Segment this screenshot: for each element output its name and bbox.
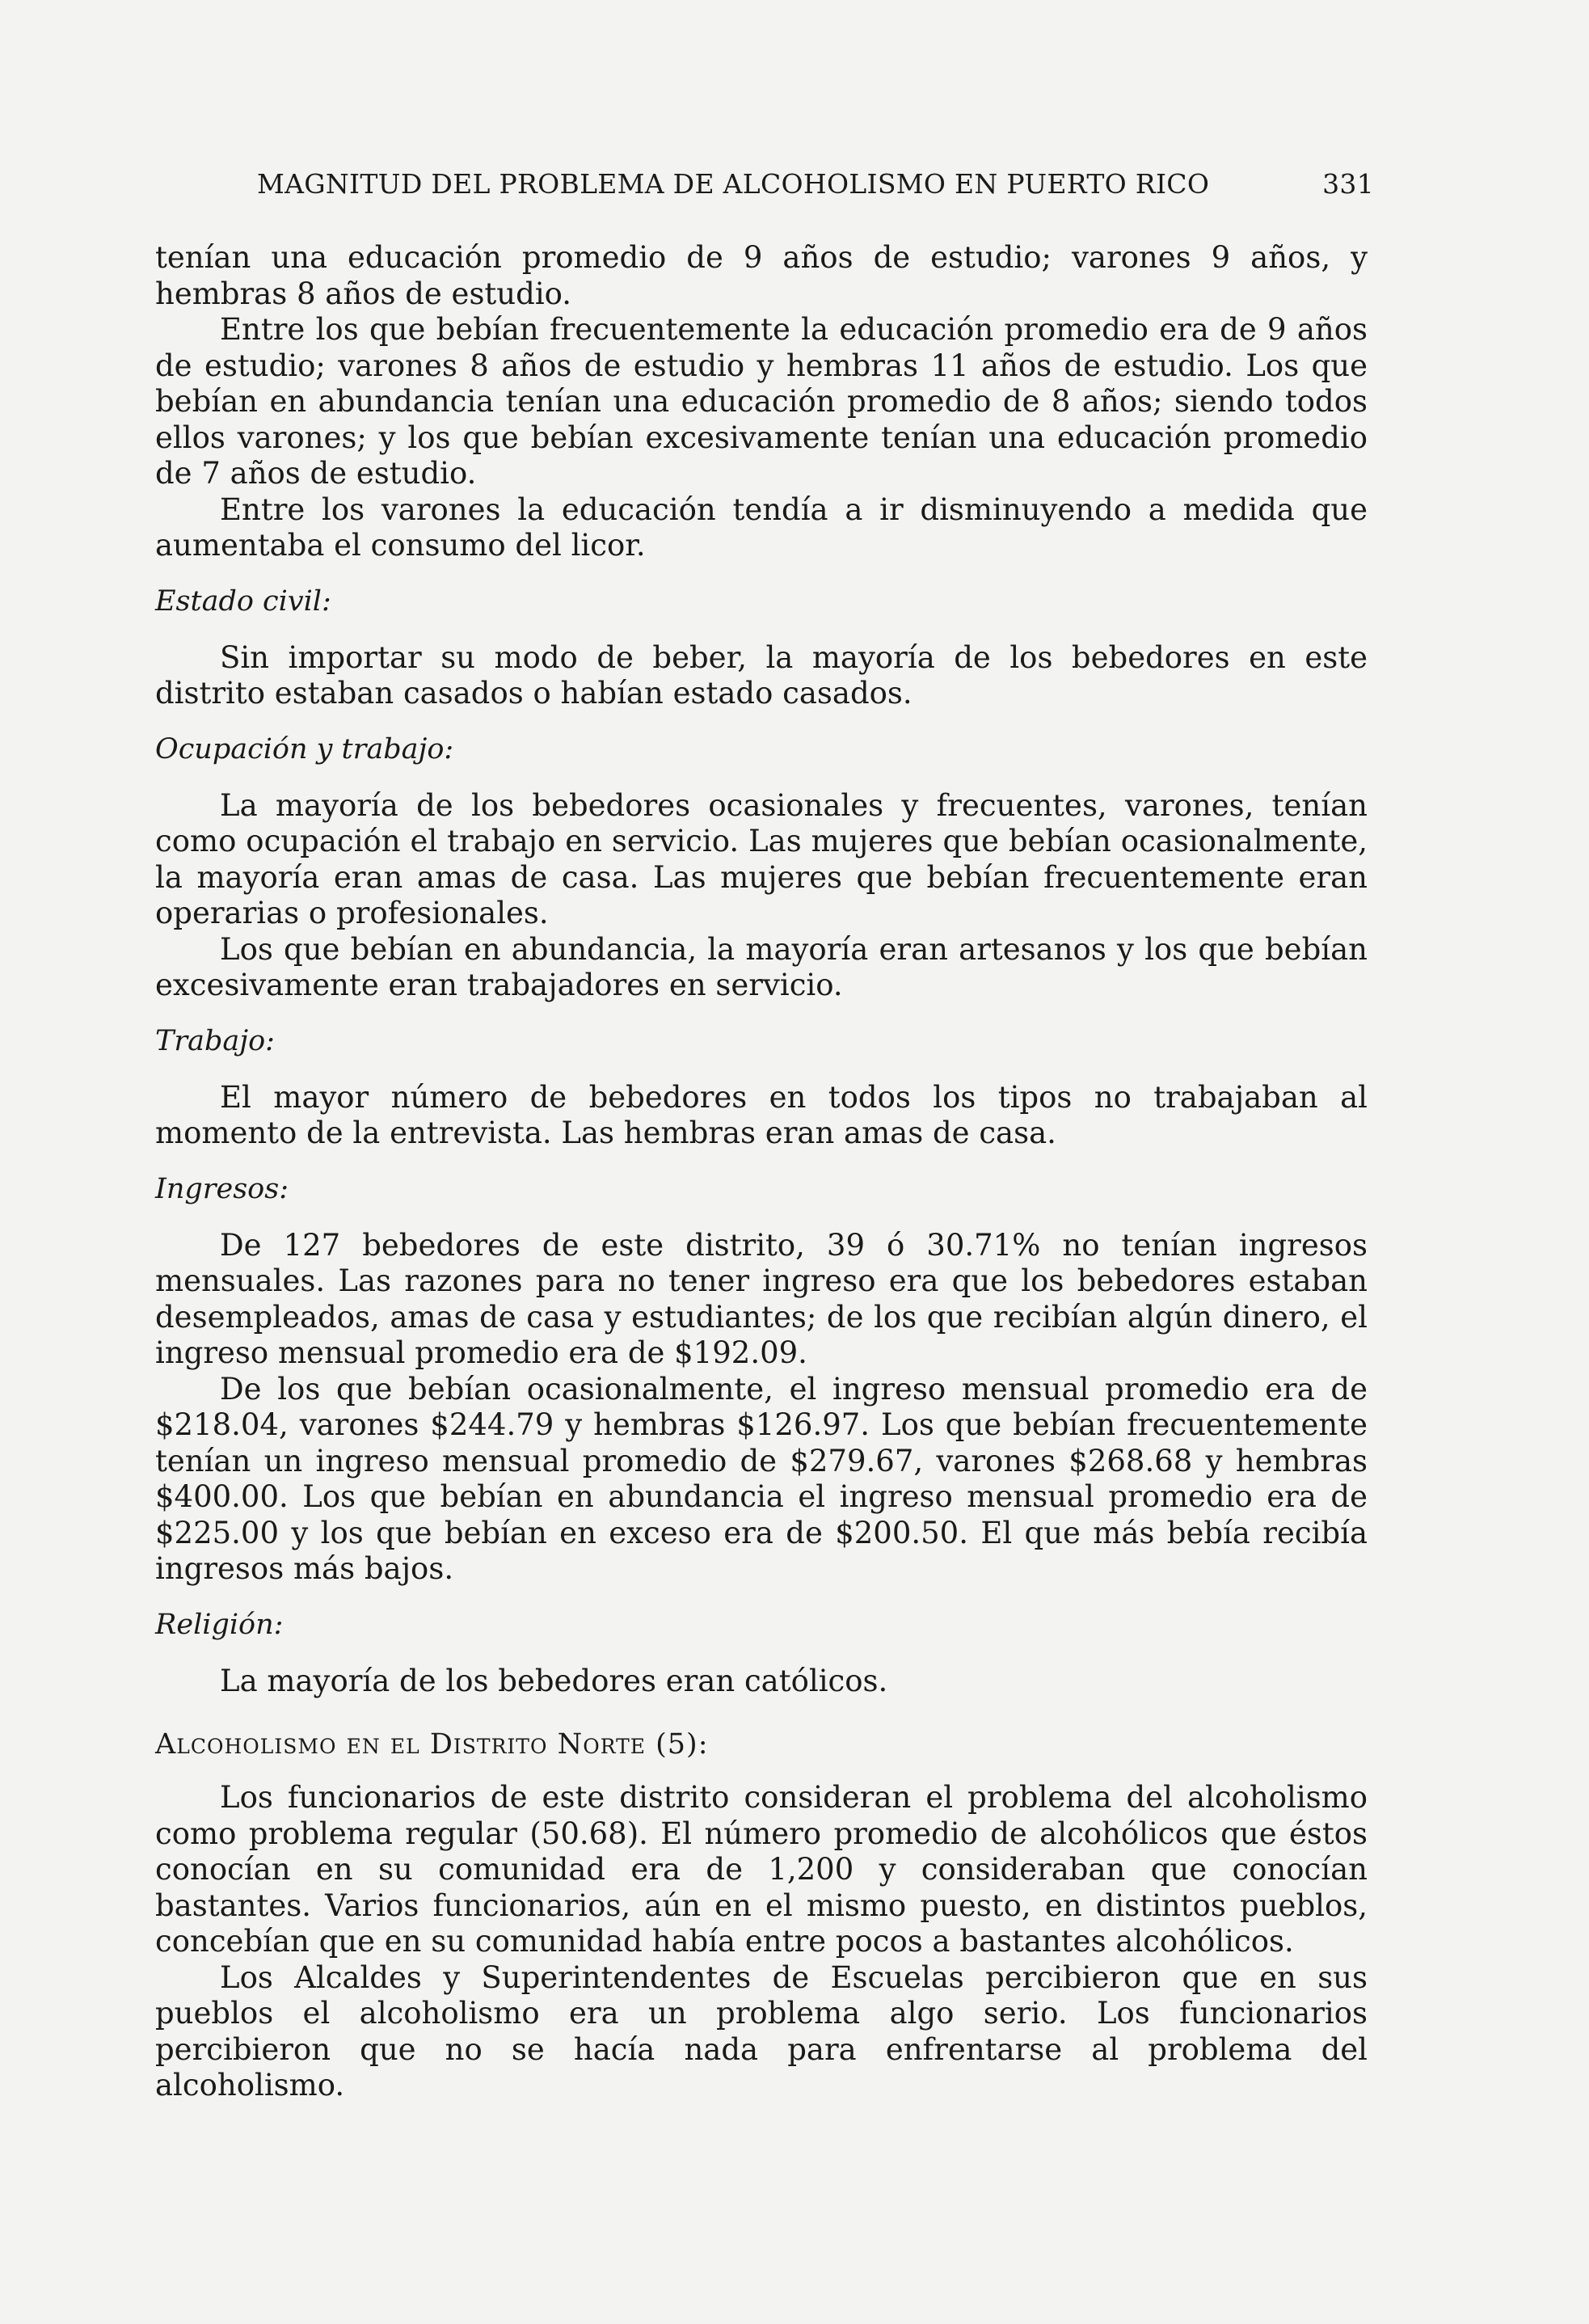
page-number: 331	[1322, 168, 1374, 200]
paragraph: De los que bebían ocasionalmente, el ingreso mensual promedio era de $218.04, varones $244.79 y hembras $126.97. Los que bebían frecuentemente tenían un ingreso mensual promedio de $279.67, varones $268.68 y hembras $400.00. Los que bebían en abundancia el ingreso mensual promedio era de $225.00 y los que bebían en exceso era de $200.50. El que más bebía recibía ingresos más bajos.	[155, 1371, 1368, 1586]
running-header	[257, 168, 1374, 200]
paragraph: tenían una educación promedio de 9 años de estudio; varones 9 años, y hembras 8 años de estudio.	[155, 240, 1368, 311]
section-trabajo	[155, 1023, 1368, 1152]
paragraph: Los que bebían en abundancia, la mayoría eran artesanos y los que bebían excesivamente eran trabajadores en servicio.	[155, 931, 1368, 1002]
paragraph: Entre los que bebían frecuentemente la educación promedio era de 9 años de estudio; varones 8 años de estudio y hembras 11 años de estudio. Los que bebían en abundancia tenían una educación promedio de 8 años; siendo todos ellos varones; y los que bebían excesivamente tenían una educación promedio de 7 años de estudio.	[155, 312, 1368, 491]
section-heading: Religión:	[155, 1608, 284, 1641]
section-estado-civil	[155, 584, 1368, 712]
running-title: MAGNITUD DEL PROBLEMA DE ALCOHOLISMO EN PUERTO RICO	[257, 168, 1210, 200]
paragraph: De 127 bebedores de este distrito, 39 ó 30.71% no tenían ingresos mensuales. Las razones para no tener ingreso era que los bebedores estaban desempleados, amas de casa y estudiantes; de los que recibían algún dinero, el ingreso mensual promedio era de $192.09.	[155, 1227, 1368, 1370]
paragraph: La mayoría de los bebedores eran católicos.	[220, 1663, 888, 1698]
paragraph: Los Alcaldes y Superintendentes de Escuelas percibieron que en sus pueblos el alcoholismo era un problema algo serio. Los funcionarios percibieron que no se hacía nada para enfrentarse al problema del alcoholismo.	[155, 1959, 1368, 2103]
section-ocupacion	[155, 732, 1368, 1004]
intro-section	[155, 240, 1368, 564]
section-heading: Ingresos:	[155, 1172, 289, 1205]
section-distrito-norte	[155, 1727, 1368, 2104]
page-content	[155, 168, 1374, 2104]
paragraph: Los funcionarios de este distrito consideran el problema del alcoholismo como problema regular (50.68). El número promedio de alcohólicos que éstos conocían en su comunidad era de 1,200 y consideraban que conocían bastantes. Varios funcionarios, aún en el mismo puesto, en distintos pueblos, concebían que en su comunidad había entre pocos a bastantes alcohólicos.	[155, 1780, 1368, 1959]
paragraph: Entre los varones la educación tendía a ir disminuyendo a medida que aumentaba el consumo del licor.	[155, 491, 1368, 563]
section-ingresos	[155, 1171, 1368, 1588]
section-religion	[155, 1607, 1368, 1700]
paragraph: La mayoría de los bebedores ocasionales y frecuentes, varones, tenían como ocupación el trabajo en servicio. Las mujeres que bebían ocasionalmente, la mayoría eran amas de casa. Las mujeres que bebían frecuentemente eran operarias o profesionales.	[155, 787, 1368, 930]
section-heading: Trabajo:	[155, 1024, 275, 1057]
section-heading: Alcoholismo en el Distrito Norte (5):	[155, 1728, 709, 1761]
paragraph: Sin importar su modo de beber, la mayoría de los bebedores en este distrito estaban casados o habían estado casados.	[155, 639, 1368, 711]
section-heading: Estado civil:	[155, 584, 331, 618]
section-heading: Ocupación y trabajo:	[155, 732, 454, 766]
paragraph: El mayor número de bebedores en todos los tipos no trabajaban al momento de la entrevista. Las hembras eran amas de casa.	[155, 1079, 1368, 1150]
